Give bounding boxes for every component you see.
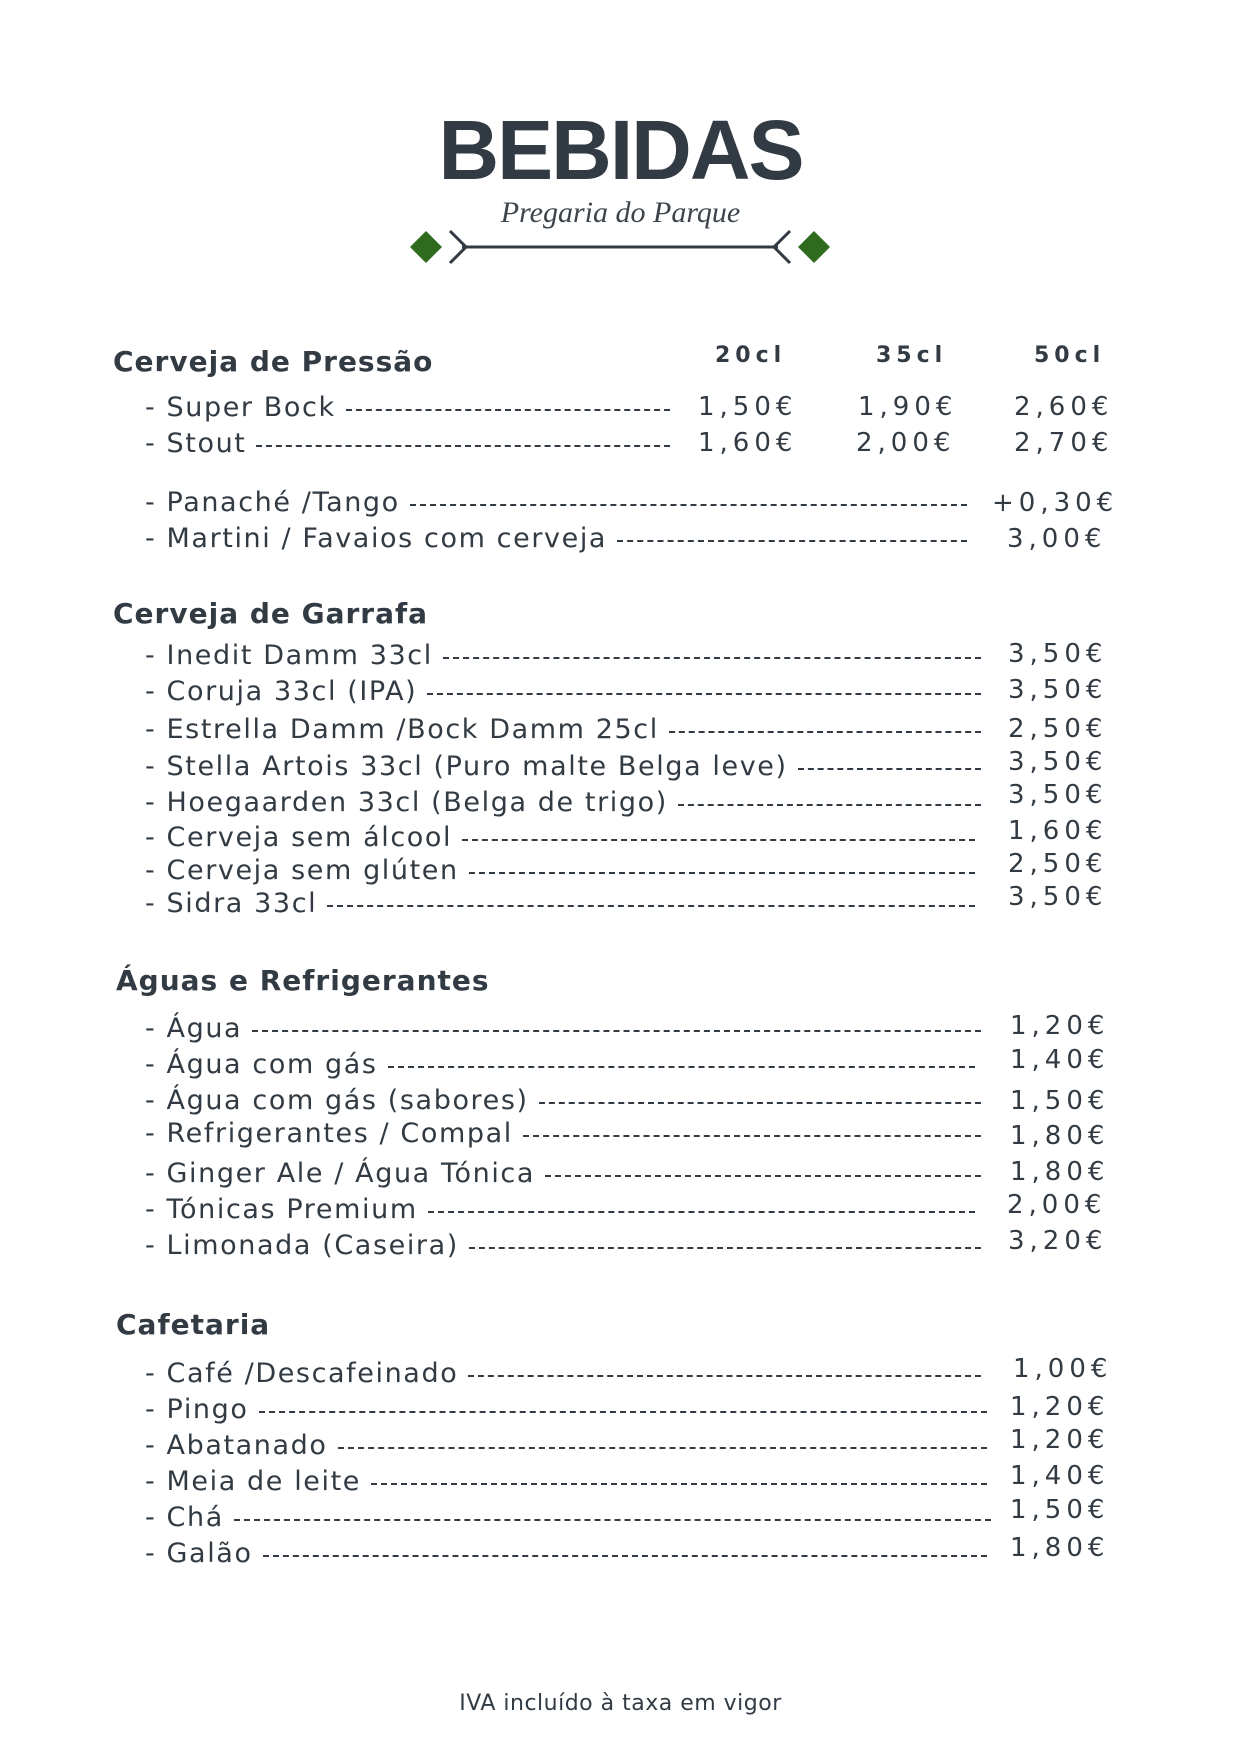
item-name: - Abatanado — [145, 1429, 328, 1461]
price-50cl: 2,70€ — [1014, 428, 1114, 458]
item-name: - Chá — [145, 1501, 224, 1533]
price-20cl: 1,60€ — [698, 428, 798, 458]
dot-leader — [256, 445, 670, 447]
menu-item — [145, 887, 985, 919]
price-35cl: 1,90€ — [858, 392, 958, 422]
menu-item — [145, 1157, 991, 1189]
dot-leader — [469, 1247, 981, 1249]
item-name: - Água — [145, 1012, 243, 1044]
menu-item — [145, 1193, 985, 1225]
item-price: 1,80€ — [1010, 1121, 1110, 1151]
item-name: - Refrigerantes / Compal — [145, 1117, 513, 1149]
dot-leader — [617, 540, 967, 542]
item-name: - Stella Artois 33cl (Puro malte Belga leve) — [145, 750, 788, 782]
dot-leader — [338, 1447, 987, 1449]
price-50cl: 2,60€ — [1014, 392, 1114, 422]
section-title-garrafa: Cerveja de Garrafa — [113, 597, 429, 630]
column-header-20cl: 20cl — [715, 343, 787, 368]
item-price: +0,30€ — [992, 488, 1119, 518]
item-name: - Água com gás (sabores) — [145, 1084, 529, 1116]
item-price: 1,40€ — [1010, 1461, 1110, 1491]
dot-leader — [263, 1555, 987, 1557]
item-price: 3,50€ — [1008, 882, 1108, 912]
dot-leader — [410, 504, 967, 506]
menu-item — [145, 391, 680, 423]
item-price: 1,20€ — [1010, 1392, 1110, 1422]
item-price: 1,50€ — [1010, 1495, 1110, 1525]
item-price: 1,50€ — [1010, 1086, 1110, 1116]
menu-item — [145, 750, 991, 782]
menu-item — [145, 1229, 991, 1261]
menu-item — [145, 675, 991, 707]
item-price: 2,00€ — [1007, 1190, 1107, 1220]
menu-item — [145, 1501, 1001, 1533]
item-name: - Cerveja sem glúten — [145, 854, 459, 886]
menu-item — [145, 854, 985, 886]
dot-leader — [468, 1375, 981, 1377]
dot-leader — [469, 872, 975, 874]
item-name: - Sidra 33cl — [145, 887, 318, 919]
item-name: - Pingo — [145, 1393, 249, 1425]
dot-leader — [462, 839, 975, 841]
item-name: - Coruja 33cl (IPA) — [145, 675, 418, 707]
dot-leader — [428, 1211, 975, 1213]
item-price: 2,50€ — [1008, 849, 1108, 879]
item-name: - Stout — [145, 427, 247, 459]
item-name: - Ginger Ale / Água Tónica — [145, 1157, 536, 1189]
price-35cl: 2,00€ — [856, 428, 956, 458]
dot-leader — [346, 409, 670, 411]
item-name: - Tónicas Premium — [145, 1193, 418, 1225]
dot-leader — [371, 1483, 987, 1485]
menu-item — [145, 1084, 991, 1116]
item-price: 3,20€ — [1008, 1226, 1108, 1256]
menu-item — [145, 713, 991, 745]
item-price: 3,50€ — [1008, 675, 1108, 705]
menu-item — [145, 1357, 991, 1389]
section-title-pressao: Cerveja de Pressão — [113, 345, 434, 378]
dot-leader — [539, 1102, 981, 1104]
menu-item — [145, 1537, 997, 1569]
dot-leader — [443, 657, 981, 659]
item-price: 2,50€ — [1008, 714, 1108, 744]
menu-item — [145, 1117, 991, 1149]
column-header-35cl: 35cl — [876, 343, 948, 368]
dot-leader — [234, 1519, 991, 1521]
page-subtitle: Pregaria do Parque — [500, 196, 741, 229]
menu-item — [145, 821, 985, 853]
section-title-aguas: Águas e Refrigerantes — [116, 964, 490, 997]
item-name: - Galão — [145, 1537, 253, 1569]
item-name: - Café /Descafeinado — [145, 1357, 459, 1389]
menu-item — [145, 1012, 991, 1044]
section-title-cafetaria: Cafetaria — [116, 1308, 271, 1341]
dot-leader — [523, 1135, 981, 1137]
dot-leader — [678, 804, 981, 806]
item-name: - Cerveja sem álcool — [145, 821, 453, 853]
item-name: - Estrella Damm /Bock Damm 25cl — [145, 713, 659, 745]
page-title: BEBIDAS — [438, 103, 803, 197]
item-price: 1,20€ — [1010, 1425, 1110, 1455]
item-name: - Limonada (Caseira) — [145, 1229, 459, 1261]
menu-item — [145, 786, 991, 818]
column-header-50cl: 50cl — [1034, 343, 1106, 368]
menu-item — [145, 427, 680, 459]
dot-leader — [669, 731, 981, 733]
dot-leader — [545, 1175, 981, 1177]
menu-item — [145, 1048, 985, 1080]
menu-item — [145, 639, 991, 671]
menu-item — [145, 522, 977, 554]
item-price: 3,00€ — [1007, 524, 1107, 554]
item-price: 1,80€ — [1010, 1157, 1110, 1187]
item-price: 1,80€ — [1010, 1533, 1110, 1563]
dot-leader — [252, 1030, 981, 1032]
item-name: - Hoegaarden 33cl (Belga de trigo) — [145, 786, 668, 818]
item-price: 1,40€ — [1010, 1045, 1110, 1075]
item-price: 1,20€ — [1010, 1011, 1110, 1041]
right-diamond-icon — [798, 231, 830, 263]
item-price: 3,50€ — [1008, 747, 1108, 777]
item-name: - Meia de leite — [145, 1465, 362, 1497]
menu-item — [145, 486, 977, 518]
item-price: 1,60€ — [1008, 816, 1108, 846]
footer-note: IVA incluído à taxa em vigor — [459, 1691, 782, 1716]
menu-item — [145, 1393, 997, 1425]
menu-item — [145, 1465, 997, 1497]
item-price: 1,00€ — [1013, 1354, 1113, 1384]
divider-ornament — [410, 222, 830, 272]
left-diamond-icon — [410, 231, 442, 263]
dot-leader — [798, 768, 981, 770]
item-price: 3,50€ — [1008, 639, 1108, 669]
dot-leader — [327, 905, 975, 907]
item-name: - Panaché /Tango — [145, 486, 400, 518]
item-name: - Inedit Damm 33cl — [145, 639, 433, 671]
menu-item — [145, 1429, 997, 1461]
price-20cl: 1,50€ — [698, 392, 798, 422]
item-price: 3,50€ — [1008, 780, 1108, 810]
dot-leader — [388, 1066, 975, 1068]
item-name: - Martini / Favaios com cerveja — [145, 522, 608, 554]
dot-leader — [259, 1411, 988, 1413]
item-name: - Água com gás — [145, 1048, 378, 1080]
item-name: - Super Bock — [145, 391, 336, 423]
dot-leader — [427, 693, 981, 695]
